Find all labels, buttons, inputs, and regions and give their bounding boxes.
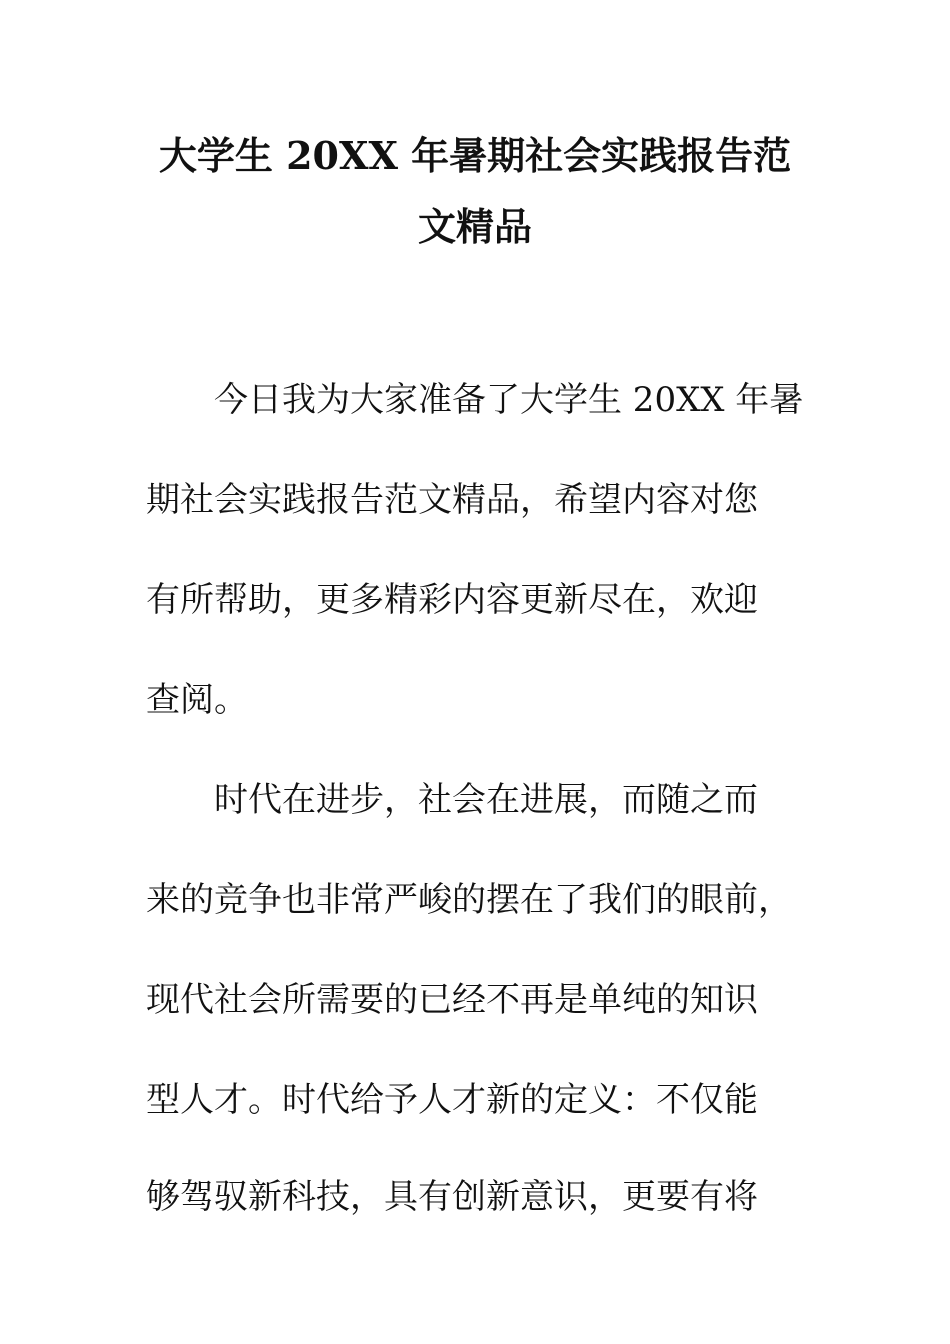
paragraph-1-line-2: 期社会实践报告范文精品，希望内容对您 [146, 480, 758, 520]
paragraph-2-line-4: 型人才。时代给予人才新的定义：不仅能 [146, 1080, 758, 1120]
paragraph-1-line-3: 有所帮助，更多精彩内容更新尽在，欢迎 [146, 580, 758, 620]
paragraph-2-line-3: 现代社会所需要的已经不再是单纯的知识 [146, 980, 758, 1020]
paragraph-2-line-5: 够驾驭新科技，具有创新意识，更要有将 [146, 1177, 758, 1217]
paragraph-1-line-1: 今日我为大家准备了大学生 20XX 年暑 [214, 380, 804, 420]
paragraph-1-line-4: 查阅。 [146, 680, 248, 720]
paragraph-2-line-1: 时代在进步，社会在进展，而随之而 [214, 780, 758, 820]
document-title-line-1: 大学生 20XX 年暑期社会实践报告范 [158, 133, 792, 178]
document-title-line-2: 文精品 [417, 204, 532, 249]
paragraph-2-line-2: 来的竞争也非常严峻的摆在了我们的眼前， [146, 880, 792, 920]
